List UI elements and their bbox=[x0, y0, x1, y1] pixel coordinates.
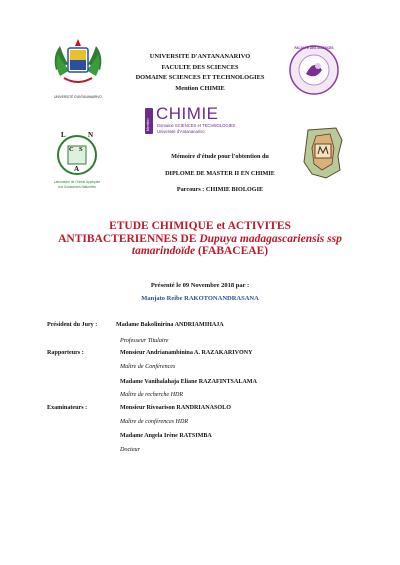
memoire-line3: Parcours : CHIMIE BIOLOGIE bbox=[176, 186, 264, 193]
chimie-banner-line2: Université d'Antananarivo bbox=[157, 128, 205, 134]
chimie-banner bbox=[145, 106, 255, 136]
lab-letter-s: S bbox=[79, 146, 83, 153]
author-name: Manjato Reibe RAKOTONANDRASANA bbox=[141, 295, 259, 302]
president-title: Professeur Titulaire bbox=[120, 338, 169, 344]
presented-date: Présenté le 09 Novembre 2018 par : bbox=[150, 282, 250, 289]
title-line2-prefix: ANTIBACTERIENNES DE bbox=[58, 232, 200, 245]
rapporteur1-title: Maître de Conférences bbox=[120, 364, 176, 370]
rapporteur2-title: Maître de recherche HDR bbox=[120, 392, 184, 398]
memoire-line2: DIPLOME DE MASTER II EN CHIMIE bbox=[165, 170, 275, 177]
subspecies-name: tamarindoïde bbox=[131, 245, 196, 257]
president-name: Madame Bakolinirina ANDRIAMIHAJA bbox=[116, 322, 224, 328]
mention-name: Mention CHIMIE bbox=[175, 84, 225, 92]
lab-letter-a: A bbox=[74, 165, 80, 173]
lab-letter-n: N bbox=[88, 131, 94, 139]
species-name: Dupuya madagascariensis ssp bbox=[199, 232, 342, 245]
lab-letter-l: L bbox=[61, 131, 66, 139]
university-logo bbox=[50, 36, 106, 99]
title-line1: ETUDE CHIMIQUE et ACTIVITES bbox=[109, 220, 291, 232]
president-label: Président du Jury : bbox=[47, 322, 98, 328]
examinateurs-label: Examinateurs : bbox=[47, 405, 88, 411]
chimie-banner-word: CHIMIE bbox=[156, 104, 219, 123]
rapporteur1-name: Monsieur Andrianambinina A. RAZAKARIVONY bbox=[120, 350, 253, 356]
university-name: UNIVERSITE D'ANTANANARIVO bbox=[149, 53, 251, 60]
chimie-banner-line1: Domaine SCIENCES et TECHNOLOGIES bbox=[157, 123, 236, 128]
title-line2 bbox=[40, 233, 360, 246]
rapporteurs-label: Rapporteurs : bbox=[47, 350, 84, 356]
examinateur2-title: Docteur bbox=[120, 447, 140, 453]
memoire-block bbox=[120, 152, 320, 194]
presented-block bbox=[80, 281, 320, 304]
faculty-seal-icon bbox=[288, 44, 340, 96]
lab-letter-c: C bbox=[69, 146, 74, 153]
faculty-logo bbox=[288, 44, 340, 96]
domain-name: DOMAINE SCIENCES ET TECHNOLOGIES bbox=[135, 74, 265, 81]
faculty-logo-text: FACULTE DES SCIENCES bbox=[294, 46, 334, 50]
faculty-name: FACULTE DES SCIENCES bbox=[161, 63, 239, 71]
chimie-banner-mention: Mention bbox=[146, 118, 150, 131]
family-name: (FABACEAE) bbox=[195, 245, 269, 257]
university-logo-caption: UNIVERSITÉ D'ANTANANARIVO bbox=[54, 95, 102, 99]
memoire-line1: Mémoire d'étude pour l'obtention du bbox=[171, 153, 269, 160]
rapporteur2-name: Madame Vanihalahaja Eliane RAZAFINTSALAMA bbox=[120, 379, 257, 385]
examinateur1-name: Monsieur Rivoarison RANDRIANASOLO bbox=[120, 405, 231, 411]
university-crest-icon bbox=[50, 36, 106, 88]
lab-caption-2: aux Substances Naturelles bbox=[58, 185, 96, 189]
examinateur2-name: Madame Angela Irène RATSIMBA bbox=[120, 433, 212, 439]
lab-caption-1: Laboratoire de Chimie Appliquée bbox=[53, 180, 101, 184]
lab-logo bbox=[48, 128, 106, 194]
header-block bbox=[100, 52, 300, 94]
title-line3 bbox=[40, 245, 360, 258]
thesis-title bbox=[40, 220, 360, 258]
examinateur1-title: Maître de conférences HDR bbox=[120, 419, 189, 425]
